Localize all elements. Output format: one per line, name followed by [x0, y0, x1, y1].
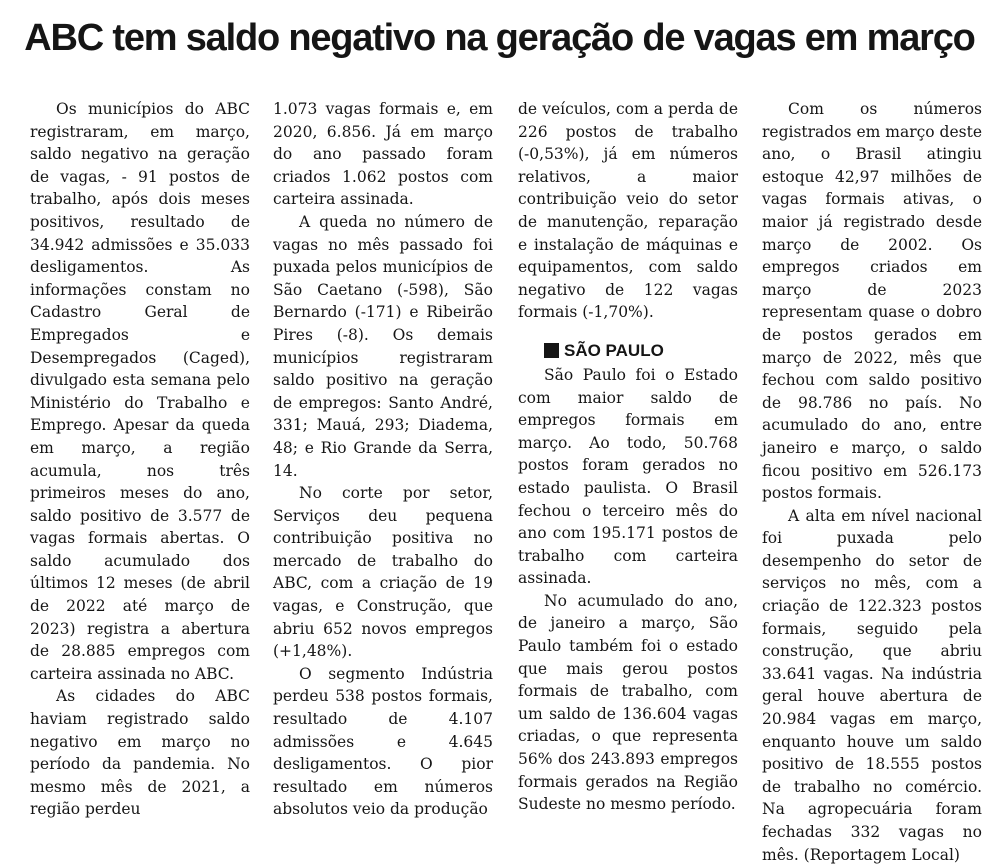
paragraph: Com os números registrados em março deste ano, o Brasil atingiu estoque 42,97 milhões de vagas formais ativas, o maior já registrado desde março de 2002. Os empregos criados em março de 2023 representam quase o dobro de postos gerados em março de 2022, mês que fechou com saldo positivo de 98.786 no país. No acumulado do ano, entre janeiro e março, o saldo ficou positivo em 526.173 postos formais.: [762, 100, 982, 503]
square-bullet-icon: [544, 343, 559, 358]
paragraph: 1.073 vagas formais e, em 2020, 6.856. Já em março do ano passado foram criados 1.062 postos com carteira assinada.: [273, 100, 493, 209]
article-column-4: [762, 98, 982, 866]
article-column-2: [273, 98, 493, 821]
paragraph: Os municípios do ABC registraram, em março, saldo negativo na geração de vagas, - 91 postos de trabalho, após dois meses positivos, resultado de 34.942 admissões e 35.033 desligamentos. As informações constam no Cadastro Geral de Empregados e Desempregados (Caged), divulgado esta semana pelo Ministério do Trabalho e Emprego. Apesar da queda em março, a região acumula, nos três primeiros meses do ano, saldo positivo de 3.577 de vagas formais abertas. O saldo acumulado dos últimos 12 meses (de abril de 2022 até março de 2023) registra a abertura de 28.885 empregos com carteira assinada no ABC.: [30, 100, 250, 683]
paragraph: No acumulado do ano, de janeiro a março, São Paulo também foi o estado que mais gerou postos formais de trabalho, com um saldo de 136.604 vagas criadas, o que representa 56% dos 243.893 empregos formais gerados na Região Sudeste no mesmo período.: [518, 591, 738, 814]
paragraph: A alta em nível nacional foi puxada pelo desempenho do setor de serviços no mês, com a criação de 122.323 postos formais, seguido pela construção, que abriu 33.641 vagas. Na indústria geral houve abertura de 20.984 vagas em março, enquanto houve um saldo positivo de 18.555 postos de trabalho no comércio. Na agropecuária foram fechadas 332 vagas no mês. (Reportagem Local): [762, 506, 982, 864]
section-heading-label: SÃO PAULO: [564, 340, 664, 360]
article-column-3: [518, 98, 738, 816]
paragraph: de veículos, com a perda de 226 postos de trabalho (-0,53%), já em números relativos, a maior contribuição veio do setor de manutenção, reparação e instalação de máquinas e equipamentos, com saldo negativo de 122 vagas formais (-1,70%).: [518, 100, 738, 322]
paragraph: No corte por setor, Serviços deu pequena contribuição positiva no mercado de trabalho do ABC, com a criação de 19 vagas, e Construção, que abriu 652 novos empregos (+1,48%).: [273, 484, 493, 661]
article-column-1: [30, 98, 250, 821]
section-heading: [518, 340, 738, 362]
paragraph: O segmento Indústria perdeu 538 postos formais, resultado de 4.107 admissões e 4.645 desligamentos. O pior resultado em números absolutos veio da produção: [273, 664, 493, 819]
paragraph: A queda no número de vagas no mês passado foi puxada pelos municípios de São Caetano (-598), São Bernardo (-171) e Ribeirão Pires (-8). Os demais municípios registraram saldo positivo na geração de empregos: Santo André, 331; Mauá, 293; Diadema, 48; e Rio Grande da Serra, 14.: [273, 212, 493, 480]
article-headline: ABC tem saldo negativo na geração de vagas em março: [24, 17, 975, 59]
paragraph: As cidades do ABC haviam registrado saldo negativo em março no período da pandemia. No mesmo mês de 2021, a região perdeu: [30, 687, 250, 819]
paragraph: São Paulo foi o Estado com maior saldo de empregos formais em março. Ao todo, 50.768 postos foram gerados no estado paulista. O Brasil fechou o terceiro mês do ano com 195.171 postos de trabalho com carteira assinada.: [518, 365, 738, 588]
